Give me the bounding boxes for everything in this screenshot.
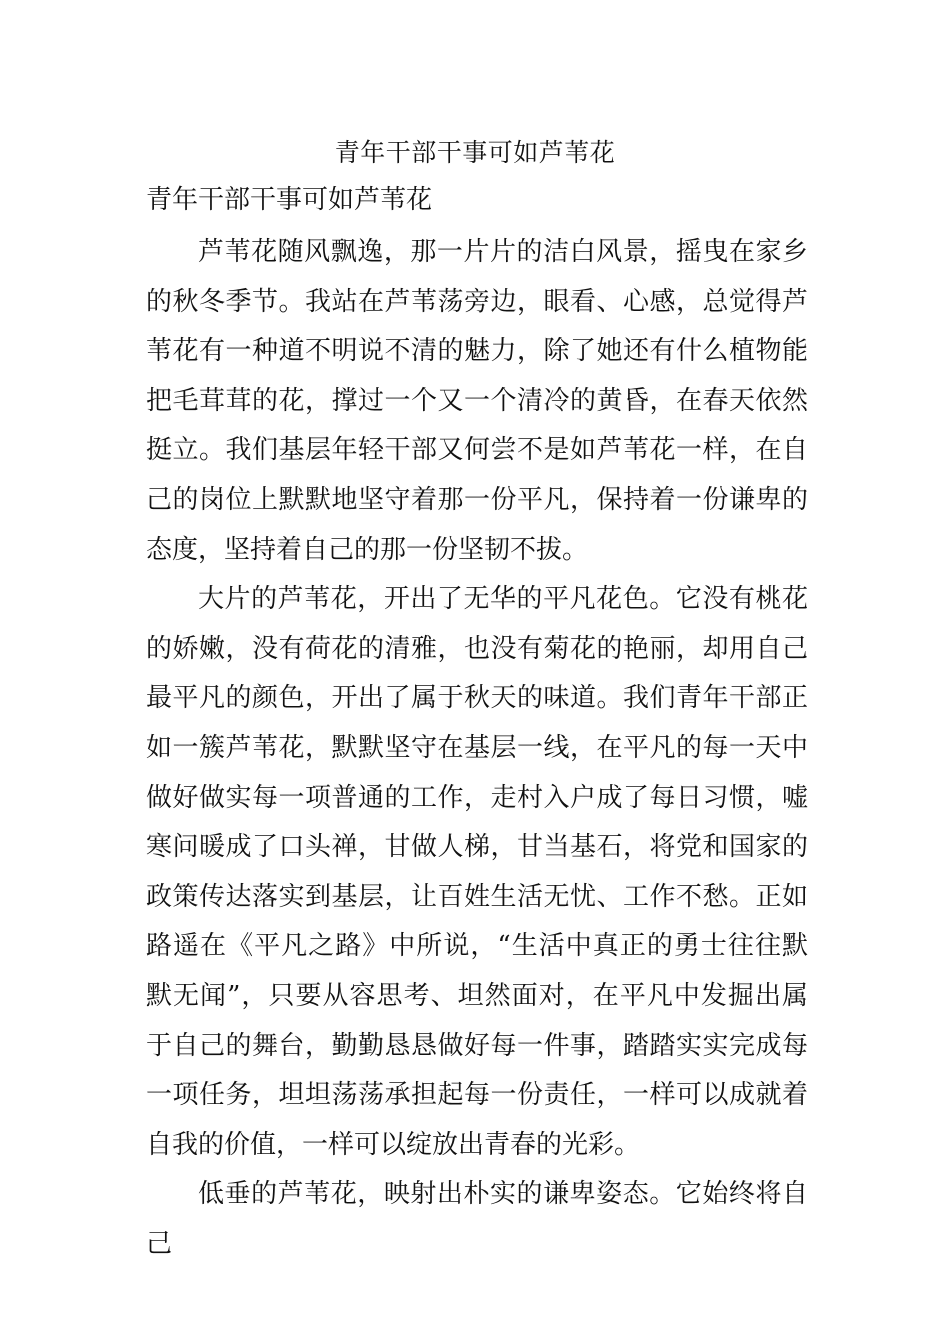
paragraph-2: 大片的芦苇花，开出了无华的平凡花色。它没有桃花的娇嫩，没有荷花的清雅，也没有菊花的艳丽，却用自己最平凡的颜色，开出了属于秋天的味道。我们青年干部正如一簇芦苇花，默默坚守在基层一线，在平凡的每一天中做好做实每一项普通的工作，走村入户成了每日习惯，嘘寒问暖成了口头禅，甘做人梯，甘当基石，将党和国家的政策传达落实到基层，让百姓生活无忧、工作不愁。正如路遥在《平凡之路》中所说，“生活中真正的勇士往往默默无闻”，只要从容思考、坦然面对，在平凡中发掘出属于自己的舞台，勤勤恳恳做好每一件事，踏踏实实完成每一项任务，坦坦荡荡承担起每一份责任，一样可以成就着自我的价值，一样可以绽放出青春的光彩。 — [146, 584, 808, 1160]
document-body — [146, 228, 808, 1269]
document-title: 青年干部干事可如芦苇花 — [334, 138, 616, 167]
paragraph-1: 芦苇花随风飘逸，那一片片的洁白风景，摇曳在家乡的秋冬季节。我站在芦苇荡旁边，眼看、心感，总觉得芦苇花有一种道不明说不清的魅力，除了她还有什么植物能把毛茸茸的花，撑过一个又一个清冷的黄昏，在春天依然挺立。我们基层年轻干部又何尝不是如芦苇花一样，在自己的岗位上默默地坚守着那一份平凡，保持着一份谦卑的态度，坚持着自己的那一份坚韧不拔。 — [146, 237, 808, 565]
document-subtitle: 青年干部干事可如芦苇花 — [146, 185, 433, 215]
paragraph-3: 低垂的芦苇花，映射出朴实的谦卑姿态。它始终将自己 — [146, 1179, 808, 1259]
